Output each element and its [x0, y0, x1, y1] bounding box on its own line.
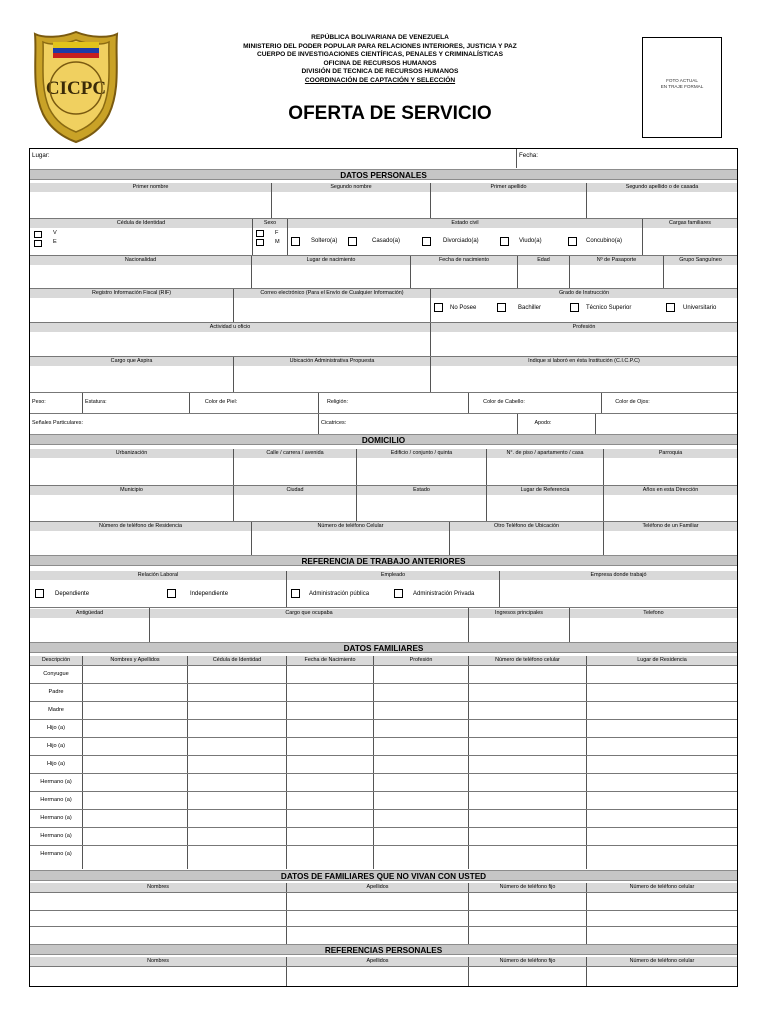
row-descripcion: Conyugue: [43, 671, 69, 677]
checkbox-dependiente[interactable]: [35, 589, 44, 598]
municipio-label: Municipio: [30, 486, 233, 495]
fecha-field[interactable]: [550, 149, 736, 168]
row-descripcion: Hermano (a): [40, 779, 72, 785]
checkbox-concubino[interactable]: [568, 237, 577, 246]
tel-celular-field[interactable]: [252, 531, 449, 555]
fam-header-residencia: Lugar de Residencia: [587, 656, 737, 665]
no-viven-table: [30, 883, 737, 944]
tel-residencia-label: Número de teléfono de Residencia: [30, 522, 251, 531]
checkbox-tecnico[interactable]: [570, 303, 579, 312]
primer-nombre-label: Primer nombre: [30, 183, 271, 192]
parroquia-field[interactable]: [604, 458, 737, 485]
header-line-4: OFICINA DE RECURSOS HUMANOS: [323, 59, 437, 67]
parroquia-label: Parroquia: [604, 449, 737, 458]
grado-label: Grado de Instrucción: [431, 289, 737, 298]
table-row[interactable]: [30, 892, 737, 910]
cargas-label: Cargas familiares: [643, 219, 737, 228]
nv-header-nombres: Nombres: [30, 883, 286, 892]
option-e: E: [53, 239, 57, 245]
lugar-nacimiento-field[interactable]: [252, 265, 410, 288]
lugar-label: Lugar:: [32, 152, 50, 159]
table-row[interactable]: [30, 701, 737, 719]
estatura-field[interactable]: [115, 393, 189, 413]
color-piel-field[interactable]: [252, 393, 318, 413]
estado-label: Estado: [357, 486, 486, 495]
antiguedad-field[interactable]: [30, 618, 149, 642]
table-row[interactable]: [30, 773, 737, 791]
option-v: V: [53, 230, 57, 236]
option-f: F: [275, 230, 279, 236]
section-referencias-personales: REFERENCIAS PERSONALES: [30, 944, 737, 955]
checkbox-m[interactable]: [256, 239, 264, 246]
photo-box[interactable]: [642, 37, 722, 138]
checkbox-e[interactable]: [34, 240, 42, 247]
option-bachiller: Bachiller: [518, 305, 542, 311]
section-familiares-no-viven: DATOS DE FAMILIARES QUE NO VIVAN CON USTED: [30, 870, 737, 881]
lugar-field[interactable]: [70, 149, 516, 168]
laboro-label: Indique si laboró en ésta Institución (C.I.C.P.C): [431, 357, 737, 366]
cicatrices-label: Cicatrices:: [321, 420, 347, 426]
row-descripcion: Hermano (a): [40, 797, 72, 803]
edad-field[interactable]: [518, 265, 569, 288]
option-dependiente: Dependiente: [55, 591, 90, 597]
anos-label: Años en esta Dirección: [604, 486, 737, 495]
row-descripcion: Hijo (a): [46, 725, 66, 731]
photo-caption-line2: EN TRAJE FORMAL: [660, 84, 704, 89]
table-row[interactable]: [30, 683, 737, 701]
table-row[interactable]: [30, 910, 737, 926]
calle-label: Calle / carrera / avenida: [234, 449, 356, 458]
ref-header-celular: Número de teléfono celular: [587, 957, 737, 966]
fam-header-celular: Número de teléfono celular: [469, 656, 586, 665]
cargo-aspira-label: Cargo que Aspira: [30, 357, 233, 366]
ref-header-nombres: Nombres: [30, 957, 286, 966]
checkbox-universitario[interactable]: [666, 303, 675, 312]
option-divorciado: Divorciado(a): [443, 238, 479, 244]
piso-field[interactable]: [487, 458, 603, 485]
urbanizacion-field[interactable]: [30, 458, 233, 485]
grupo-sanguineo-label: Grupo Sanguíneo: [664, 256, 737, 265]
checkbox-independiente[interactable]: [167, 589, 176, 598]
color-ojos-field[interactable]: [663, 393, 737, 413]
edad-label: Edad: [518, 256, 569, 265]
option-soltero: Soltero(a): [311, 238, 338, 244]
color-piel-label: Color de Piel:: [204, 399, 238, 405]
correo-label: Correo electrónico (Para el Envío de Cualquier Información): [234, 289, 430, 298]
table-row[interactable]: [30, 845, 737, 863]
empresa-label: Empresa donde trabajó: [500, 571, 737, 580]
checkbox-no-posee[interactable]: [434, 303, 443, 312]
option-universitario: Universitario: [683, 305, 717, 311]
relacion-label: Relación Laboral: [30, 571, 286, 580]
header-line-1: REPÚBLICA BOLIVARIANA DE VENEZUELA: [311, 34, 449, 41]
table-row[interactable]: [30, 926, 737, 943]
header-line-3: CUERPO DE INVESTIGACIONES CIENTÍFICAS, PENALES Y CRIMINALÍSTICAS: [257, 51, 503, 58]
profesion-label: Profesión: [431, 323, 737, 332]
table-row[interactable]: [30, 809, 737, 827]
option-casado: Casado(a): [372, 238, 401, 244]
religion-label: Religión:: [327, 399, 348, 405]
nacionalidad-field[interactable]: [30, 265, 251, 288]
cargo-aspira-field[interactable]: [30, 366, 233, 392]
estado-field[interactable]: [357, 495, 486, 521]
rif-field[interactable]: [30, 298, 233, 322]
actividad-label: Actividad u oficio: [30, 323, 430, 332]
table-row[interactable]: [30, 755, 737, 773]
option-independiente: Independiente: [190, 591, 229, 597]
edificio-label: Edificio / conjunto / quinta: [357, 449, 486, 458]
empleado-label: Empleado: [287, 571, 499, 580]
section-datos-personales: DATOS PERSONALES: [30, 169, 737, 180]
fecha-nacimiento-field[interactable]: [411, 265, 517, 288]
cicpc-logo: [31, 28, 121, 144]
section-datos-familiares: DATOS FAMILIARES: [30, 642, 737, 653]
primer-apellido-field[interactable]: [431, 192, 586, 218]
row-descripcion: Hijo (a): [46, 743, 66, 749]
segundo-nombre-field[interactable]: [272, 192, 430, 218]
cargo-ocupaba-label: Cargo que ocupaba: [150, 609, 468, 618]
segundo-nombre-label: Segundo nombre: [272, 183, 430, 192]
row-descripcion: Hermano (a): [40, 815, 72, 821]
header-line-6: COORDINACIÓN DE CAPTACIÓN Y SELECCIÓN: [304, 76, 456, 84]
section-domicilio: DOMICILIO: [30, 434, 737, 445]
referencia-field[interactable]: [487, 495, 603, 521]
apodo-field[interactable]: [568, 414, 595, 434]
fecha-nacimiento-label: Fecha de nacimiento: [411, 256, 517, 265]
row-descripcion: Padre: [48, 689, 64, 695]
piso-label: N°. de piso / apartamento / casa: [487, 449, 603, 458]
religion-field[interactable]: [356, 393, 468, 413]
tel-familiar-label: Teléfono de un Familiar: [604, 522, 737, 531]
row-descripcion: Madre: [48, 707, 64, 713]
lugar-nacimiento-label: Lugar de nacimiento: [252, 256, 410, 265]
checkbox-bachiller[interactable]: [497, 303, 506, 312]
laboro-field[interactable]: [431, 366, 737, 392]
cargas-field[interactable]: [643, 228, 737, 255]
option-m: M: [275, 239, 280, 245]
checkbox-adm-privada[interactable]: [394, 589, 403, 598]
row-descripcion: Hijo (a): [46, 761, 66, 767]
fecha-label: Fecha:: [519, 152, 538, 159]
estado-civil-label: Estado civil: [288, 219, 642, 228]
table-row[interactable]: [30, 827, 737, 845]
checkbox-adm-publica[interactable]: [291, 589, 300, 598]
checkbox-casado[interactable]: [348, 237, 357, 246]
pasaporte-label: Nº de Pasaporte: [570, 256, 663, 265]
segundo-apellido-label: Segundo apellido o de casada: [587, 183, 737, 192]
header-line-2: MINISTERIO DEL PODER POPULAR PARA RELACIONES INTERIORES, JUSTICIA Y PAZ: [243, 42, 517, 50]
color-cabello-field[interactable]: [539, 393, 601, 413]
grupo-sanguineo-field[interactable]: [664, 265, 737, 288]
checkbox-divorciado[interactable]: [422, 237, 431, 246]
otro-tel-field[interactable]: [450, 531, 603, 555]
calle-field[interactable]: [234, 458, 356, 485]
table-row[interactable]: [30, 719, 737, 737]
sexo-label: Sexo: [253, 219, 287, 228]
checkbox-viudo[interactable]: [500, 237, 509, 246]
form-table: [29, 148, 738, 987]
fam-header-fecha: Fecha de Nacimiento: [287, 656, 373, 665]
page-title: OFERTA DE SERVICIO: [288, 103, 492, 124]
ingresos-label: Ingresos principales: [469, 609, 569, 618]
table-row[interactable]: [30, 665, 737, 683]
cargo-ocupaba-field[interactable]: [150, 618, 468, 642]
checkbox-f[interactable]: [256, 230, 264, 237]
row-descripcion: Hermano (a): [40, 833, 72, 839]
nacionalidad-label: Nacionalidad: [30, 256, 251, 265]
familiares-table: [30, 656, 737, 869]
color-ojos-label: Color de Ojos:: [615, 399, 650, 405]
svg-text:CICPC: CICPC: [45, 78, 107, 99]
nv-header-celular: Número de teléfono celular: [587, 883, 737, 892]
ingresos-field[interactable]: [469, 618, 569, 642]
ciudad-label: Ciudad: [234, 486, 356, 495]
peso-field[interactable]: [53, 393, 82, 413]
table-row[interactable]: [30, 737, 737, 755]
fam-header-descripcion: Descripción: [30, 656, 82, 665]
nv-header-fijo: Número de teléfono fijo: [469, 883, 586, 892]
option-adm-publica: Administración pública: [309, 591, 370, 597]
option-adm-privada: Administración Privada: [413, 591, 475, 597]
edificio-field[interactable]: [357, 458, 486, 485]
segundo-apellido-field[interactable]: [587, 192, 737, 218]
telefono-trabajo-field[interactable]: [570, 618, 737, 642]
nv-header-apellidos: Apellidos: [287, 883, 468, 892]
cicatrices-field[interactable]: [359, 414, 517, 434]
empresa-field[interactable]: [500, 580, 737, 607]
primer-nombre-field[interactable]: [30, 192, 271, 218]
fam-header-cedula: Cédula de Identidad: [188, 656, 286, 665]
estatura-label: Estatura:: [85, 399, 107, 405]
table-row[interactable]: [30, 791, 737, 809]
senales-label: Señales Particulares:: [32, 420, 83, 426]
urbanizacion-label: Urbanización: [30, 449, 233, 458]
actividad-field[interactable]: [30, 332, 430, 356]
profesion-field[interactable]: [431, 332, 737, 356]
fam-header-nombres: Nombres y Apellidos: [83, 656, 187, 665]
option-viudo: Viudo(a): [519, 238, 542, 244]
antiguedad-label: Antigüedad: [30, 609, 149, 618]
table-row[interactable]: [30, 967, 737, 986]
checkbox-v[interactable]: [34, 231, 42, 238]
option-concubino: Concubino(a): [586, 238, 623, 244]
fam-header-profesion: Profesión: [374, 656, 468, 665]
ciudad-field[interactable]: [234, 495, 356, 521]
row-descripcion: Hermano (a): [40, 851, 72, 857]
tel-familiar-field[interactable]: [604, 531, 737, 555]
senales-field[interactable]: [90, 414, 318, 434]
otro-tel-label: Otro Teléfono de Ubicación: [450, 522, 603, 531]
checkbox-soltero[interactable]: [291, 237, 300, 246]
photo-caption-line1: FOTO ACTUAL: [666, 78, 698, 83]
ref-header-fijo: Número de teléfono fijo: [469, 957, 586, 966]
tel-residencia-field[interactable]: [30, 531, 251, 555]
cedula-label: Cédula de Identidad: [30, 219, 252, 228]
option-no-posee: No Posee: [450, 305, 477, 311]
referencia-label: Lugar de Referencia: [487, 486, 603, 495]
tel-celular-label: Número de teléfono Celular: [252, 522, 449, 531]
referencias-table: [30, 957, 737, 986]
anos-field[interactable]: [604, 495, 737, 521]
header-line-5: DIVISIÓN DE TECNICA DE RECURSOS HUMANOS: [301, 68, 459, 75]
section-referencia-trabajo: REFERENCIA DE TRABAJO ANTERIORES: [30, 555, 737, 566]
pasaporte-field[interactable]: [570, 265, 663, 288]
ref-header-apellidos: Apellidos: [287, 957, 468, 966]
ubicacion-field[interactable]: [234, 366, 430, 392]
correo-field[interactable]: [234, 298, 430, 322]
option-tecnico: Técnico Superior: [586, 305, 632, 311]
ubicacion-label: Ubicación Administrativa Propuesta: [234, 357, 430, 366]
telefono-trabajo-label: Telefono: [570, 609, 737, 618]
peso-label: Peso:: [32, 399, 46, 405]
apodo-label: Apodo:: [534, 420, 552, 426]
municipio-field[interactable]: [30, 495, 233, 521]
primer-apellido-label: Primer apellido: [431, 183, 586, 192]
rif-label: Registro Información Fiscal (RIF): [30, 289, 233, 298]
color-cabello-label: Color de Cabello:: [483, 399, 525, 405]
